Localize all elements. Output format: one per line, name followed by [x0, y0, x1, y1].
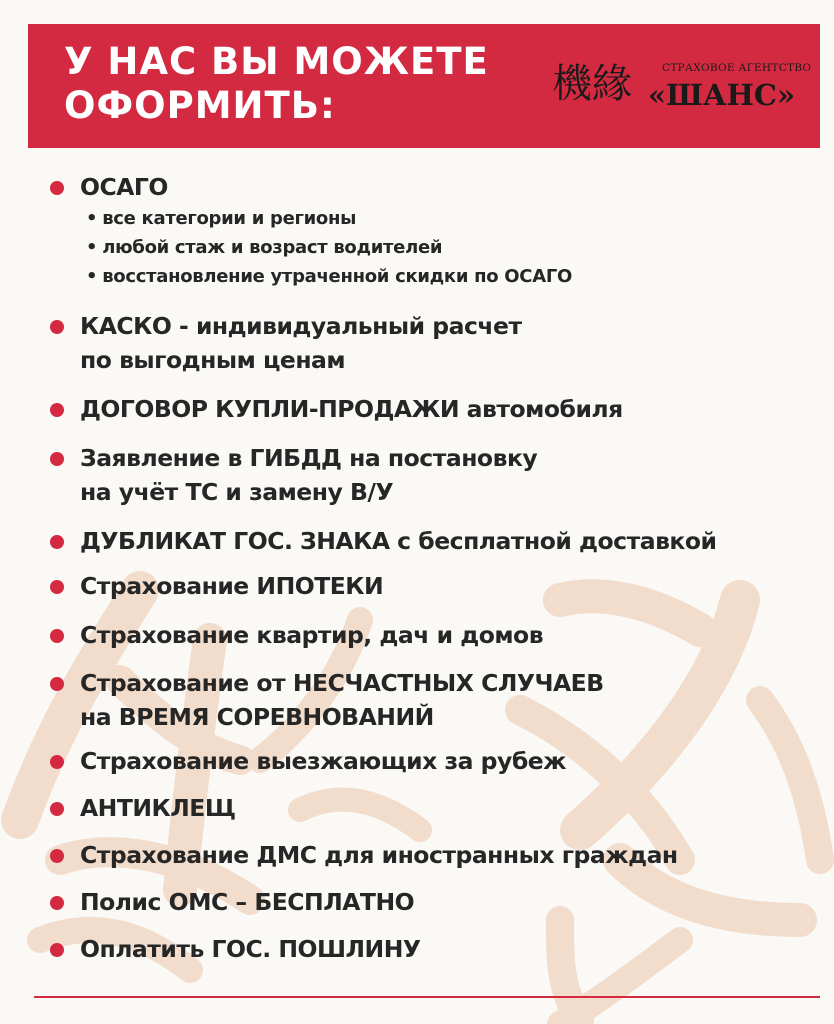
bullet-icon [50, 629, 64, 643]
subitem: • все категории и регионы [86, 204, 572, 233]
service-item-sale-contract [80, 392, 623, 426]
bullet-icon [50, 580, 64, 594]
service-item-mortgage [80, 569, 383, 603]
bullet-icon [50, 755, 64, 769]
bullet-icon [50, 677, 64, 691]
bullet-icon [50, 943, 64, 957]
service-line: АНТИКЛЕЩ [80, 794, 236, 822]
service-line: Страхование квартир, дач и домов [80, 621, 544, 649]
service-item-plate-duplicate [80, 524, 717, 558]
bullet-icon [50, 320, 64, 334]
bullet-icon [50, 403, 64, 417]
service-item-property [80, 618, 543, 652]
service-line: Полис ОМС – БЕСПЛАТНО [80, 888, 415, 916]
bullet-icon [50, 802, 64, 816]
title-line-2: ОФОРМИТЬ: [64, 84, 336, 127]
footer-divider [34, 996, 820, 998]
service-line: Страхование выезжающих за рубеж [80, 747, 567, 775]
bullet-icon [50, 181, 64, 195]
service-item-osago [80, 170, 572, 291]
service-item-gibdd [80, 441, 537, 509]
logo-hanzi: 機緣 [552, 61, 632, 107]
title-line-1: У НАС ВЫ МОЖЕТЕ [64, 40, 489, 83]
subitem: • восстановление утраченной скидки по ОСАГО [86, 262, 572, 291]
service-line: по выгодным ценам [80, 346, 346, 374]
service-item-dms [80, 838, 678, 872]
service-item-oms [80, 885, 414, 919]
service-line: Страхование ДМС для иностранных граждан [80, 841, 678, 869]
service-line: Страхование ИПОТЕКИ [80, 572, 384, 600]
service-line: Оплатить ГОС. ПОШЛИНУ [80, 935, 421, 963]
bullet-icon [50, 535, 64, 549]
bullet-icon [50, 849, 64, 863]
service-line: Страхование от НЕСЧАСТНЫХ СЛУЧАЕВ [80, 669, 604, 697]
service-line: на учёт ТС и замену В/У [80, 478, 394, 506]
logo-brand: «ШАНС» [648, 78, 796, 112]
service-line: ДУБЛИКАТ ГОС. ЗНАКА с бесплатной доставкой [80, 527, 717, 555]
service-line: на ВРЕМЯ СОРЕВНОВАНИЙ [80, 703, 434, 731]
osago-subitems [86, 204, 572, 291]
service-item-accident [80, 666, 604, 734]
service-line: ОСАГО [80, 173, 168, 201]
service-line: Заявление в ГИБДД на постановку [80, 444, 538, 472]
bullet-icon [50, 452, 64, 466]
logo-caption: СТРАХОВОЕ АГЕНТСТВО [662, 62, 812, 74]
service-item-kasko [80, 309, 522, 377]
service-item-state-duty [80, 932, 421, 966]
bullet-icon [50, 896, 64, 910]
service-item-travel [80, 744, 566, 778]
service-line: КАСКО - индивидуальный расчет [80, 312, 522, 340]
service-line: ДОГОВОР КУПЛИ-ПРОДАЖИ автомобиля [80, 395, 623, 423]
subitem: • любой стаж и возраст водителей [86, 233, 572, 262]
service-item-antitick [80, 791, 236, 825]
